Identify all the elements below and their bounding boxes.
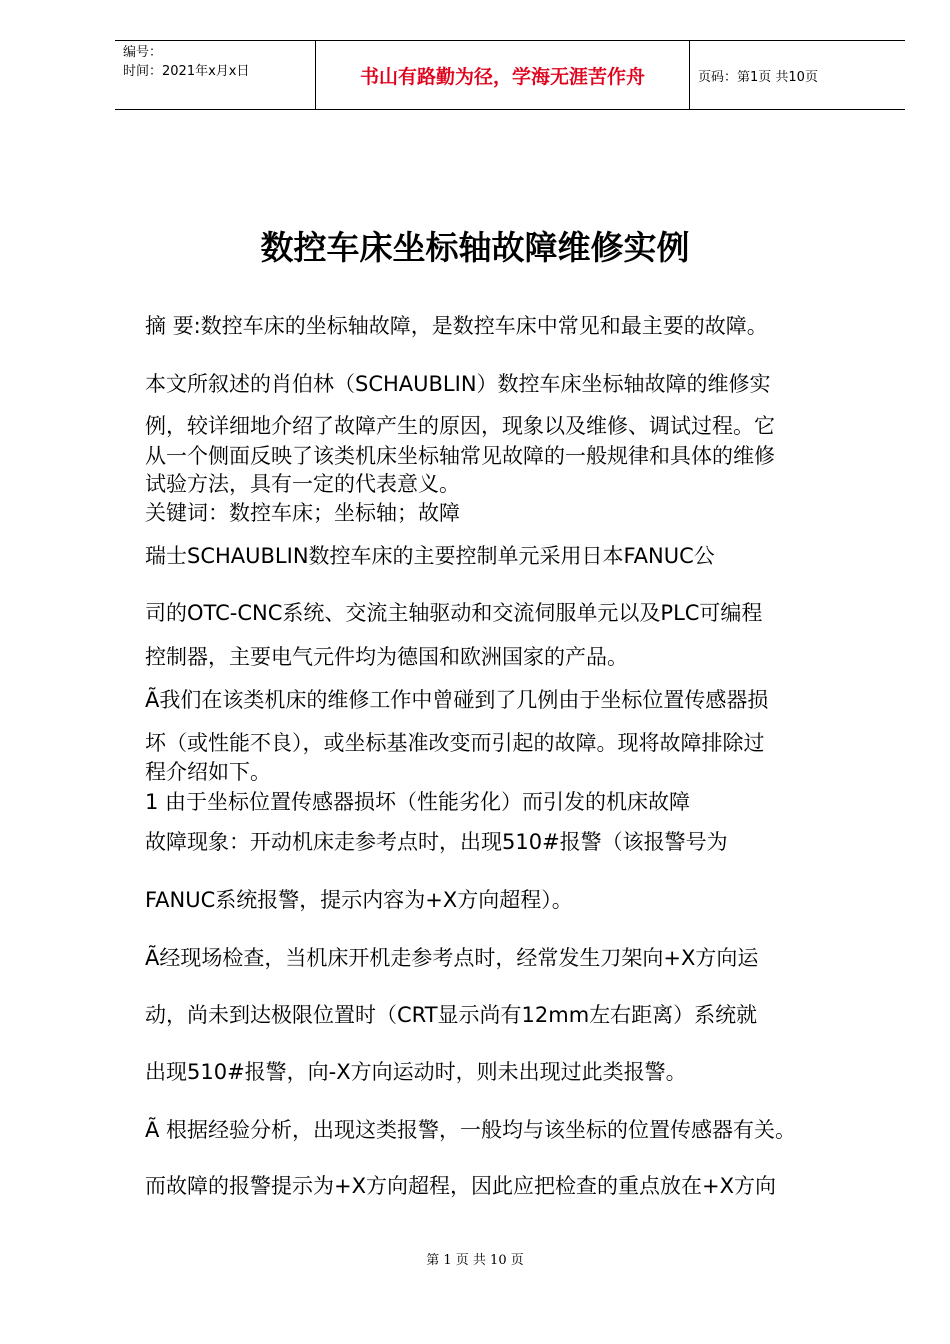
- body-line: Ã 根据经验分析，出现这类报警，一般均与该坐标的位置传感器有关。: [145, 1118, 797, 1142]
- header-meta: [123, 43, 249, 81]
- body-line: FANUC系统报警，提示内容为+X方向超程）。: [145, 888, 573, 912]
- body-line: 本文所叙述的肖伯林（SCHAUBLIN）数控车床坐标轴故障的维修实: [145, 372, 771, 396]
- header-page-info: 页码：第1页 共10页: [698, 69, 818, 85]
- header-number: 编号：: [123, 45, 163, 60]
- body-line: 出现510#报警，向-X方向运动时，则未出现过此类报警。: [145, 1060, 687, 1084]
- page-header: [115, 40, 905, 110]
- body-line: 瑞士SCHAUBLIN数控车床的主要控制单元采用日本FANUC公: [145, 544, 715, 568]
- body-line: Ã经现场检查，当机床开机走参考点时，经常发生刀架向+X方向运: [145, 946, 759, 970]
- body-line: 司的OTC-CNC系统、交流主轴驱动和交流伺服单元以及PLC可编程: [145, 601, 763, 625]
- keywords-line: 关键词：数控车床；坐标轴；故障: [145, 501, 460, 525]
- abstract-line: 摘 要:数控车床的坐标轴故障，是数控车床中常见和最主要的故障。: [145, 314, 768, 338]
- document-title: 数控车床坐标轴故障维修实例: [260, 228, 690, 267]
- header-time: 时间：2021年x月x日: [123, 64, 250, 79]
- body-line: Ã我们在该类机床的维修工作中曾碰到了几例由于坐标位置传感器损: [145, 688, 769, 712]
- body-line: 故障现象：开动机床走参考点时，出现510#报警（该报警号为: [145, 830, 728, 854]
- body-line: 而故障的报警提示为+X方向超程，因此应把检查的重点放在+X方向: [145, 1174, 776, 1198]
- page-footer: 第 1 页 共 10 页: [426, 1253, 524, 1268]
- header-motto: 书山有路勤为径，学海无涯苦作舟: [359, 65, 645, 88]
- body-line: 程介绍如下。: [145, 760, 271, 784]
- body-line: 动，尚未到达极限位置时（CRT显示尚有12mm左右距离）系统就: [145, 1003, 758, 1027]
- header-divider: [689, 41, 690, 109]
- body-line: 试验方法，具有一定的代表意义。: [145, 472, 460, 496]
- section-heading: 1 由于坐标位置传感器损坏（性能劣化）而引发的机床故障: [145, 790, 691, 814]
- body-line: 例，较详细地介绍了故障产生的原因，现象以及维修、调试过程。它: [145, 414, 775, 438]
- body-line: 控制器，主要电气元件均为德国和欧洲国家的产品。: [145, 645, 628, 669]
- body-line: 从一个侧面反映了该类机床坐标轴常见故障的一般规律和具体的维修: [145, 444, 775, 468]
- body-line: 坏（或性能不良），或坐标基准改变而引起的故障。现将故障排除过: [145, 731, 765, 755]
